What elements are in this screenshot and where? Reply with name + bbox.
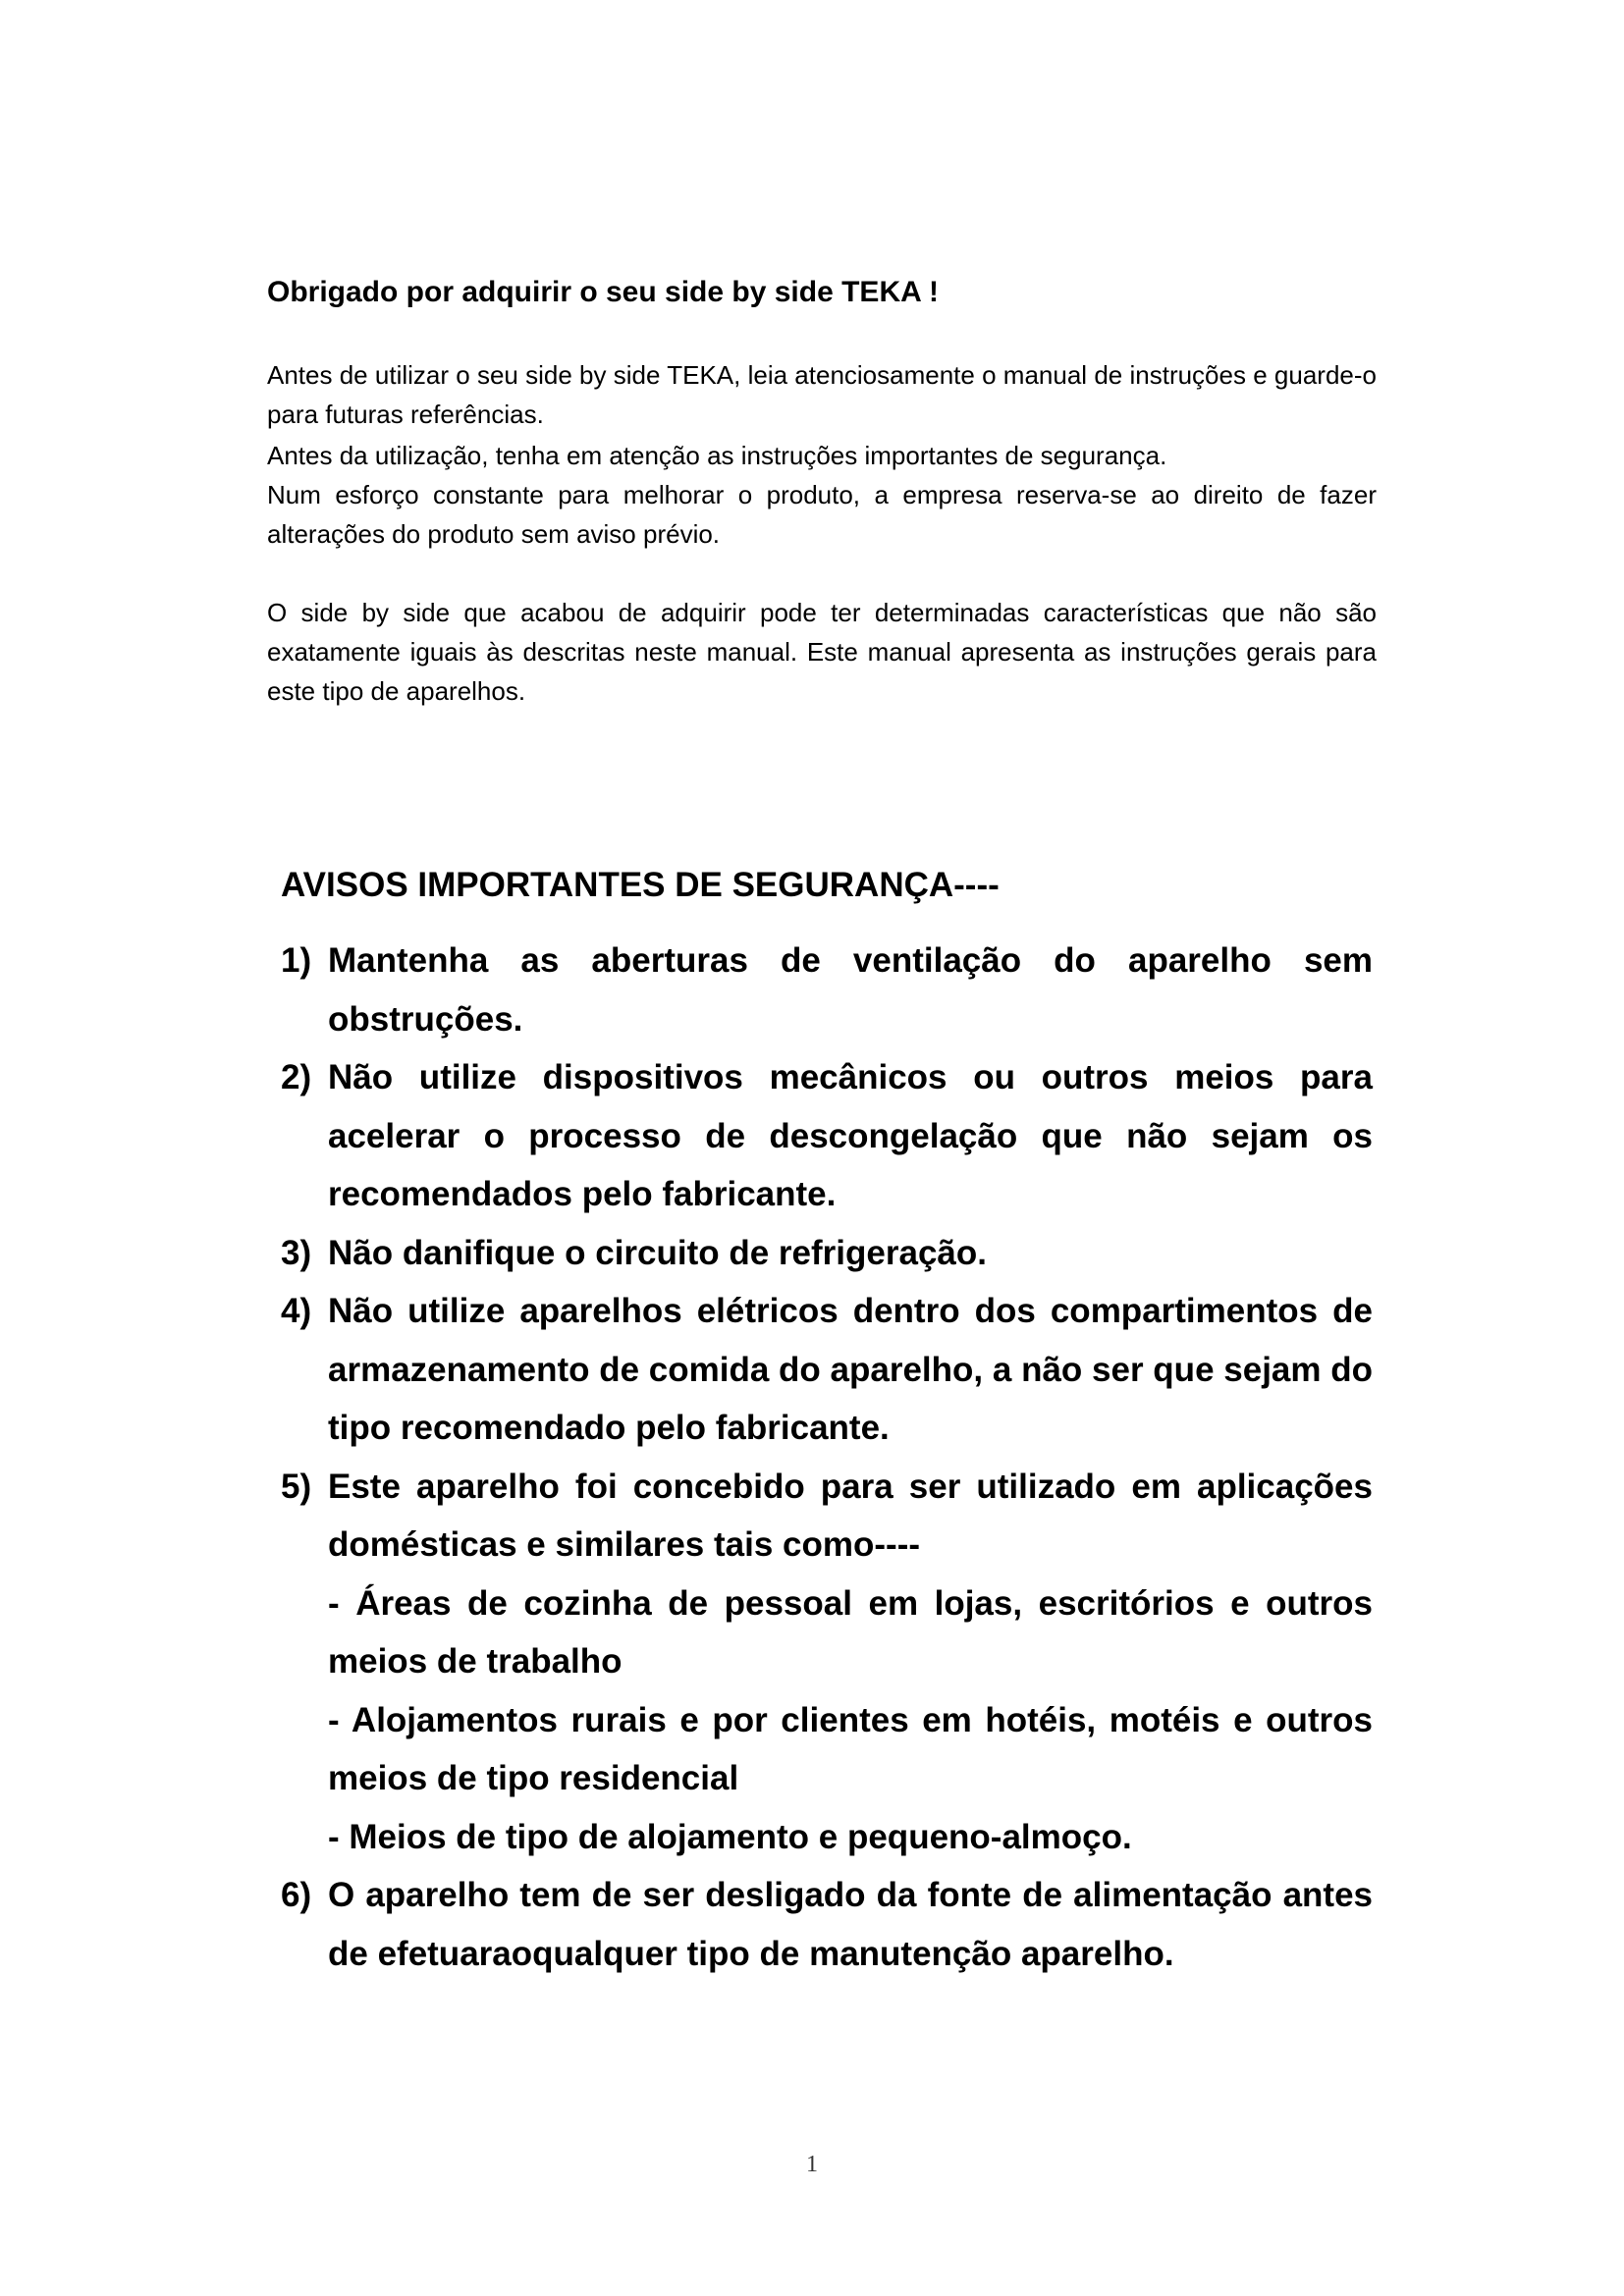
usage-example-item: - Áreas de cozinha de pessoal em lojas, escritórios e outros meios de trabalho [328,1583,1373,1681]
warning-number: 5) [281,1467,312,1506]
usage-examples-list [328,1575,1373,1867]
warning-text: Não utilize dispositivos mecânicos ou outros meios para acelerar o processo de descongelação que não sejam os recomendados pelo fabricante. [328,1058,1373,1213]
warning-text: Não danifique o circuito de refrigeração. [328,1233,987,1272]
warning-number: 1) [281,941,312,980]
warning-number: 2) [281,1058,312,1096]
warning-number: 3) [281,1233,312,1272]
warning-item [281,1048,1373,1224]
intro-paragraph: O side by side que acabou de adquirir pode ter determinadas características que não são exatamente iguais às descritas neste manual. Este manual apresenta as instruções gerais para este tipo de aparelhos. [267,598,1377,706]
warning-item [281,1866,1373,1983]
warning-number: 4) [281,1292,312,1330]
intro-paragraph: Antes da utilização, tenha em atenção as instruções importantes de segurança. [267,441,1167,470]
warning-item [281,1224,1373,1283]
warning-number: 6) [281,1876,312,1914]
warning-text: Este aparelho foi concebido para ser utilizado em aplicações domésticas e similares tais como---- [328,1467,1373,1564]
intro-paragraph: Antes de utilizar o seu side by side TEKA, leia atenciosamente o manual de instruções e guarde-o para futuras referências. [267,360,1377,429]
safety-warnings-list [281,932,1373,1983]
warning-item [281,1282,1373,1458]
page-number: 1 [806,2152,818,2177]
usage-example-item: - Meios de tipo de alojamento e pequeno-almoço. [328,1817,1132,1856]
intro-paragraph: Num esforço constante para melhorar o produto, a empresa reserva-se ao direito de fazer alterações do produto sem aviso prévio. [267,480,1377,549]
safety-warnings-title: AVISOS IMPORTANTES DE SEGURANÇA---- [281,866,1000,904]
warning-item [281,932,1373,1048]
warning-text: Não utilize aparelhos elétricos dentro dos compartimentos de armazenamento de comida do aparelho, a não ser que sejam do tipo recomendado pelo fabricante. [328,1292,1373,1447]
warning-item [281,1458,1373,1867]
usage-example-item: - Alojamentos rurais e por clientes em hotéis, motéis e outros meios de tipo residencial [328,1700,1373,1797]
warning-text: O aparelho tem de ser desligado da fonte de alimentação antes de efetuaraoqualquer tipo de manutenção aparelho. [328,1876,1373,1973]
safety-warnings-section [281,857,1373,1983]
warning-text: Mantenha as aberturas de ventilação do aparelho sem obstruções. [328,941,1373,1039]
intro-title: Obrigado por adquirir o seu side by side TEKA ! [267,276,939,308]
intro-section [267,273,1377,711]
